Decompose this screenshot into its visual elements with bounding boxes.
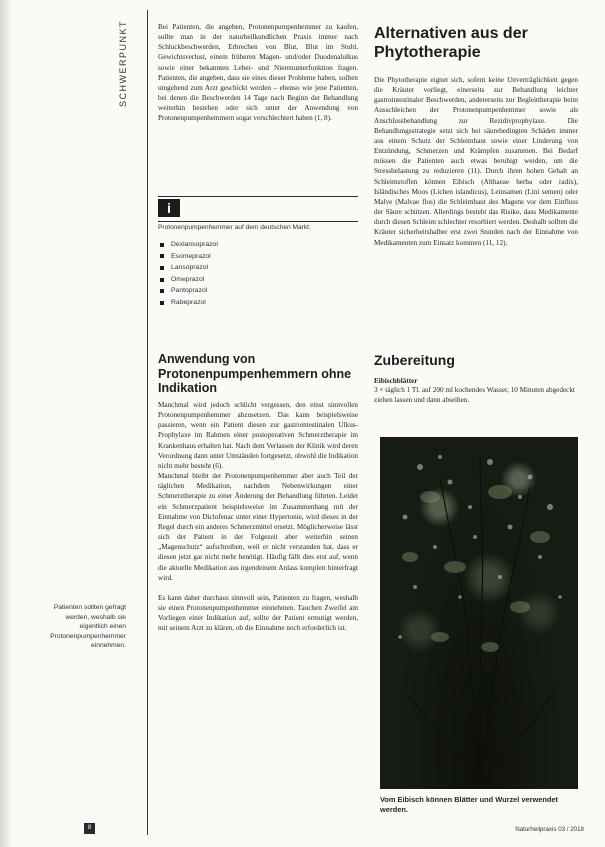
page-edge-shadow [0, 0, 12, 847]
paragraph: Manchmal bleibt der Protonenpumpenhemmer aber auch Teil der täglichen Medikation, nachdem Nebenwirkungen einer Schmerztherapie zu einer Änderung der Behandlung führten. Leidet ein Schmerzpatient beispielsweise im Zusammenhang mit der Einnahme von Diclofenac unter einer Hypertonie, wird dieses in der Regel durch ein anderes Schmerzmittel ersetzt. Möglicherweise lässt sich der Patient in der Folgezeit aber weiterhin seinen „Magenschutz“ aufschreiben, weil er nicht verstanden hat, dass er diesen jetzt gar nicht mehr benötigt. Häufig fällt dies erst auf, wenn die aktuelle Medikation aus irgendeinem Anlass komplett hinterfragt wird. [158, 472, 358, 582]
bullet-icon [160, 301, 164, 305]
paragraph: Manchmal wird jedoch schlicht vergessen, den einst sinnvollen Protonenpumpenhemmer abzusetzen. Das kann beispielsweise passieren, wenn ein Patient diesen zur gastrointestinalen Ulkus-Prophylaxe im Rahmen einer postoperativen Schmerztherapie im Krankenhaus erhalten hat. Nach dem Verlassen der Klinik wird deren Verordnung dann unter Umständen fortgesetzt, obwohl die Indikation nicht mehr besteht (6). [158, 401, 359, 470]
recipe-subhead: Eibischblätter [374, 377, 418, 385]
drug-name: Pantoprazol [171, 287, 208, 295]
pull-quote: Patienten sollten gefragt werden, weshalb sie eigentlich einen Protonenpumpenhemmer einnehmen. [50, 604, 126, 650]
info-icon: i [158, 199, 180, 217]
journal-footer: Naturheilpraxis 03 / 2018 [515, 826, 584, 833]
info-box [158, 196, 358, 309]
left-body [158, 400, 358, 633]
drug-name: Lansoprazol [171, 264, 209, 272]
section-heading-indication: Anwendung von Protonenpumpenhemmern ohne Indikation [158, 352, 352, 395]
recipe-text: 3 × täglich 1 Tl. auf 200 ml kochendes Wasser, 10 Minuten abgedeckt ziehen lassen und dann abseihen. [374, 386, 575, 405]
photo-caption: Vom Eibisch können Blätter und Wurzel verwendet werden. [380, 795, 558, 814]
section-heading-phytotherapy: Alternativen aus der Phytotherapie [374, 25, 528, 61]
drug-name: Omeprazol [171, 275, 205, 283]
page-number: 8 [84, 823, 95, 834]
paragraph: Es kann daher durchaus sinnvoll sein, Patienten zu fragen, weshalb sie einen Protonenpumpenhemmer einnehmen. Tauchen Zweifel am Vorliegen einer Indikation auf, sollte der Patient ermutigt werden, mit seinem Arzt zu klären, ob die Einnahme noch erforderlich ist. [158, 593, 358, 633]
section-label: SCHWERPUNKT [118, 20, 128, 108]
list-item [158, 285, 358, 297]
bullet-icon [160, 266, 164, 270]
drug-name: Dexlansoprazol [171, 241, 218, 248]
info-rule-bottom [158, 221, 358, 222]
intro-paragraph: Bei Patienten, die angeben, Protonenpumpenhemmer zu kaufen, sollte man in der naturheilkundlichen Praxis immer nach Schluckbeschwerden, Erbrechen von Blut, Blut im Stuhl, Gewichtsverlust, einem früheren Magen- und/oder Duodenalulkus sowie einer bekannten Leber- und Nierenunterfunktion fragen. Patienten, die angeben, dass sie eines dieser Probleme haben, sollten umgehend zum Arzt geschickt werden – ebenso wie jene Patienten, bei denen die Beschwerden 14 Tage nach Beginn der Behandlung weiterhin bestehen oder sich unter der Anwendung von Protonenpumpenhemmern sogar verschlechtert haben (1, 8). [158, 23, 358, 123]
plant-illustration [380, 437, 578, 789]
bullet-icon [160, 243, 164, 247]
drug-name: Esomeprazol [171, 252, 211, 260]
list-item [158, 274, 358, 286]
section-heading-preparation: Zubereitung [374, 352, 455, 368]
bullet-icon [160, 278, 164, 282]
bullet-icon [160, 289, 164, 293]
drug-name: Rabeprazol [171, 298, 206, 306]
list-item [158, 251, 358, 263]
bullet-icon [160, 254, 164, 258]
list-item [158, 297, 358, 309]
recipe-block [374, 377, 578, 405]
info-title: Protonenpumpenhemmer auf dem deutschen Markt: [158, 224, 311, 231]
marshmallow-plant-photo [380, 437, 578, 789]
drug-list [158, 239, 358, 309]
margin-rule [147, 10, 148, 835]
list-item [158, 262, 358, 274]
phytotherapy-paragraph: Die Phytotherapie eignet sich, sofern keine Unverträglichkeit gegen die Kräuter vorliegt, einerseits zur Behandlung leichter gastrointestinaler Beschwerden, andererseits zur Begleittherapie beim Ausschleichen der Protonenpumpenhemmer sowie als Anschlussbehandlung zur Rezidivprophylaxe. Die Behandlungsstrategie setzt sich bei säurebedingten Schäden immer aus einem Schutz der Schleimhaut sowie einer Linderung von Entzündung, Schmerzen und Krämpfen zusammen. Bei Bedarf müssen die Patienten auch etwas beruhigt werden, um die Stressbelastung zu reduzieren (11). Durch ihren hohen Gehalt an Schleimstoffen können Eibisch (Althaeae herba oder radix), Isländisches Moos (Lichen islandicus), Leinsamen (Lini semen) oder Malve (Malvae flos) die Schleimhaut des Magens vor dem Einfluss der Säure schützen. Allerdings besteht das Risiko, dass Medikamente durch diesen Schleim schlechter resorbiert werden. Deshalb sollten die Kräuter sicherheitshalber erst zwei Stunden nach der Einnahme von Medikamenten zum Einsatz kommen (11, 12). [374, 76, 578, 247]
list-item [158, 239, 358, 251]
info-rule-top [158, 196, 358, 197]
